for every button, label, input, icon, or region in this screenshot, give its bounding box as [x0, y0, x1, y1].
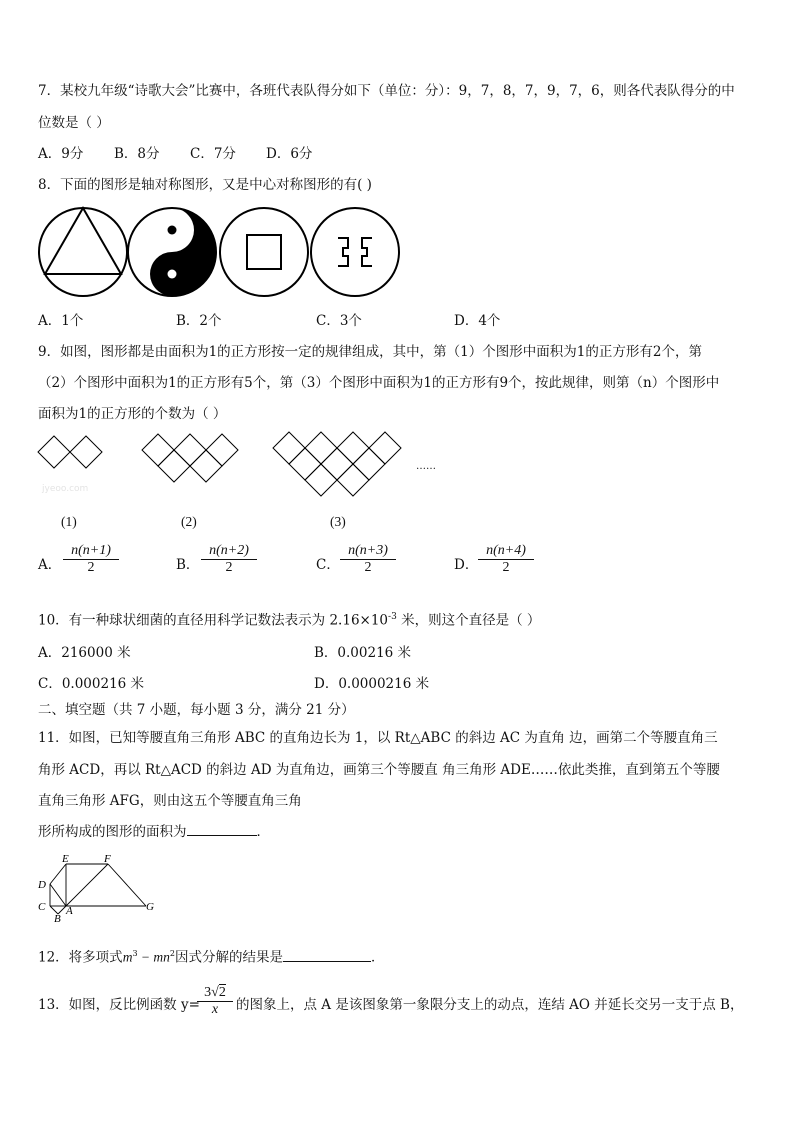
q8-option-a: A．1个 — [38, 313, 84, 329]
q9-option-c-letter: C． — [316, 557, 340, 573]
q7-option-b: B．8分 — [114, 146, 160, 162]
q12-term1: m — [122, 949, 133, 965]
q13-stem-prefix: 13．如图，反比例函数 y= — [38, 997, 200, 1013]
q12-end: ． — [370, 949, 385, 966]
q11-line4-text: 形所构成的图形的面积为 — [38, 824, 187, 840]
q7-option-d: D．6分 — [266, 146, 313, 162]
q9-option-a-denominator: 2 — [87, 560, 95, 575]
q11-end: ． — [256, 824, 270, 840]
q13-fraction — [197, 985, 233, 1018]
q9-ellipsis: …… — [416, 461, 436, 472]
yin-yang-figure — [128, 208, 216, 296]
q10-option-a: A．216000 米 — [38, 645, 131, 661]
q9-watermark: jyeoo.com — [42, 484, 89, 494]
q9-square-patterns — [38, 430, 408, 500]
q11-stem-line1: 11．如图，已知等腰直角三角形 ABC 的直角边长为 1，以 Rt△ABC 的斜边 AC 为直角 边，画第二个等腰直角三 — [38, 730, 718, 746]
q11-point-b: B — [54, 913, 61, 925]
q12-term2: − mn — [137, 949, 170, 965]
q7-stem-line2: 位数是（ ） — [38, 115, 110, 131]
q11-point-f: F — [104, 853, 111, 865]
pattern-3 — [273, 432, 401, 496]
q7-option-a: A．9分 — [38, 146, 84, 162]
q9-stem-line3: 面积为1的正方形的个数为（ ） — [38, 406, 227, 422]
q10-stem-b: 米，则这个直径是（ ） — [396, 612, 541, 629]
q9-option-d-fraction — [478, 543, 534, 576]
q9-option-c-fraction — [340, 543, 396, 576]
q9-option-c-denominator: 2 — [364, 560, 372, 575]
q11-point-d: D — [38, 879, 46, 891]
q8-option-b: B．2个 — [176, 313, 222, 329]
section-2-title: 二、填空题（共 7 小题，每小题 3 分，满分 21 分） — [38, 702, 355, 718]
q11-triangle-figure — [36, 852, 160, 924]
q9-option-b-denominator: 2 — [225, 560, 233, 575]
q12-suffix: 因式分解的结果是 — [174, 949, 283, 966]
q11-point-c: C — [38, 901, 46, 913]
q12-stem — [38, 944, 384, 968]
q9-option-d-letter: D． — [454, 557, 479, 573]
q9-stem-line2: （2）个图形中面积为1的正方形有5个，第（3）个图形中面积为1的正方形有9个，按此规律，则第（n）个图形中 — [38, 375, 720, 391]
q10-exponent: -3 — [388, 612, 397, 622]
circle-triangle-figure — [39, 208, 127, 296]
q8-option-d: D．4个 — [454, 313, 501, 329]
q13-denominator: x — [211, 1002, 219, 1017]
q9-option-b-letter: B． — [176, 557, 200, 573]
q9-option-b-numerator: n(n+2) — [209, 543, 249, 558]
q13-numerator-coefficient: 3 — [204, 985, 212, 1000]
pattern-1 — [38, 436, 102, 468]
q11-stem-line2: 角形 ACD，再以 Rt△ACD 的斜边 AD 为直角边，画第三个等腰直 角三角形 ADE……依此类推，直到第五个等腰 — [38, 762, 720, 778]
q12-exp1: 3 — [132, 949, 138, 958]
q9-option-b-fraction — [201, 543, 257, 576]
q8-stem: 8．下面的图形是轴对称图形，又是中心对称图形的有( ) — [38, 177, 372, 193]
q10-option-b: B．0.00216 米 — [314, 645, 412, 661]
q12-prefix: 12．将多项式 — [38, 949, 123, 966]
q10-option-c: C．0.000216 米 — [38, 676, 145, 692]
q7-option-c: C．7分 — [190, 146, 236, 162]
q10-option-d: D．0.0000216 米 — [314, 676, 430, 692]
q11-stem-line4 — [38, 822, 270, 842]
q12-exp2: 2 — [169, 949, 175, 958]
q11-point-g: G — [146, 901, 154, 913]
q9-figure-label-2: (2) — [181, 514, 197, 529]
q9-stem-line1: 9．如图，图形都是由面积为1的正方形按一定的规律组成，其中，第（1）个图形中面积为1的正方形有2个，第 — [38, 344, 702, 360]
q13-numerator-radicand: 2 — [218, 985, 226, 1000]
q8-option-c: C．3个 — [316, 313, 362, 329]
q9-figure-label-3: (3) — [330, 514, 346, 529]
q9-option-d-denominator: 2 — [502, 560, 510, 575]
q8-figures — [36, 206, 406, 298]
q9-option-a-fraction — [63, 543, 119, 576]
q11-point-a: A — [66, 905, 73, 917]
q9-option-c-numerator: n(n+3) — [348, 543, 388, 558]
q10-stem — [38, 607, 540, 631]
q7-stem-line1: 7．某校九年级“诗歌大会”比赛中，各班代表队得分如下（单位：分）：9，7，8，7，9，7，6，则各代表队得分的中 — [38, 83, 735, 99]
q10-stem-a: 10．有一种球状细菌的直径用科学记数法表示为 2.16×10 — [38, 612, 389, 629]
circle-pattern-figure — [311, 208, 399, 296]
q13-stem-suffix: 的图象上，点 A 是该图象第一象限分支上的动点，连结 AO 并延长交另一支于点 B， — [236, 997, 744, 1013]
q12-answer-blank[interactable] — [283, 961, 371, 962]
q11-answer-blank[interactable] — [187, 835, 257, 836]
q9-option-a-letter: A． — [38, 557, 62, 573]
q13-numerator: 3√2 — [204, 985, 226, 1000]
q11-point-e: E — [62, 853, 69, 865]
circle-square-figure — [220, 208, 308, 296]
q9-option-a-numerator: n(n+1) — [71, 543, 111, 558]
q9-option-d-numerator: n(n+4) — [486, 543, 526, 558]
q9-figure-label-1: (1) — [61, 514, 77, 529]
q11-stem-line3: 直角三角形 AFG，则由这五个等腰直角三角 — [38, 793, 302, 809]
pattern-2 — [142, 434, 238, 482]
